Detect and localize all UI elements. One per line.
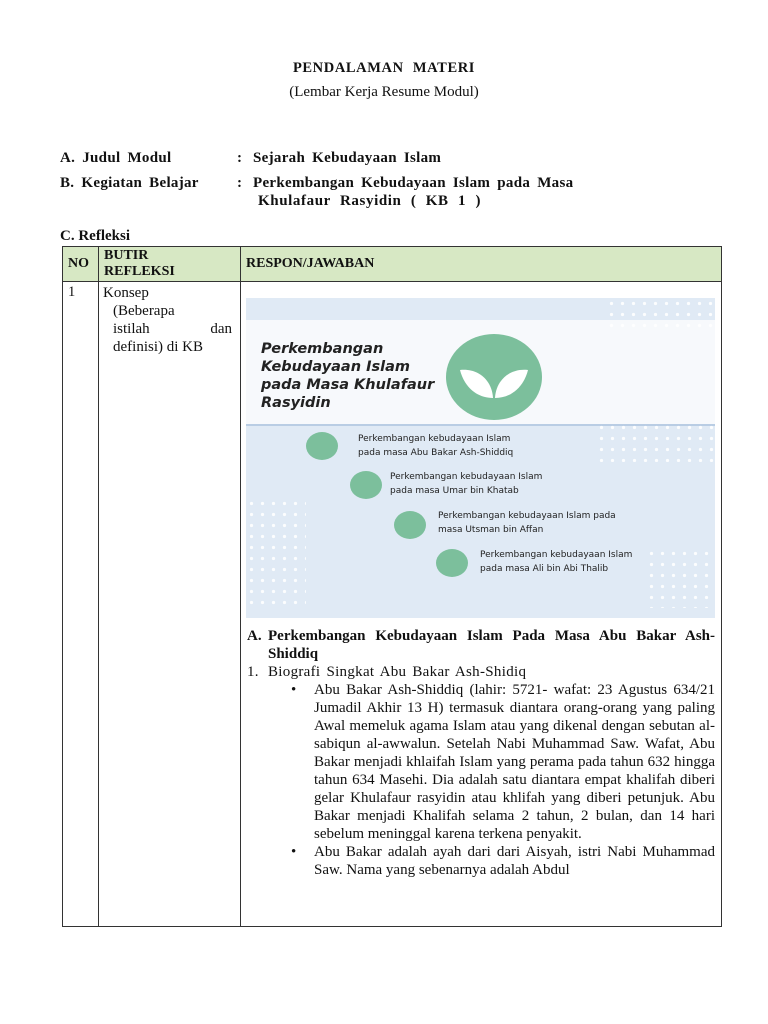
timeline-item-line: masa Utsman bin Affan: [438, 525, 544, 535]
timeline-dot-icon: [394, 511, 426, 539]
butir-line: (Beberapa: [113, 303, 175, 319]
section-a-heading: [247, 627, 715, 663]
list-item: [247, 843, 715, 879]
infographic-image: [246, 298, 715, 618]
header-butir-line1: BUTIR: [104, 248, 149, 263]
meta-kegiatan-label: B. Kegiatan Belajar: [60, 175, 199, 191]
leaf-icon: [446, 334, 542, 420]
header-butir-line2: REFLEKSI: [104, 264, 175, 279]
infographic-heading-line: Perkembangan: [261, 341, 384, 357]
subsection-text: Biografi Singkat Abu Bakar Ash-Shidiq: [268, 664, 527, 680]
butir-line: definisi) di KB: [113, 339, 203, 355]
timeline-item-text: [358, 432, 513, 460]
meta-judul-colon: :: [237, 150, 243, 166]
meta-kegiatan-value-line2: Khulafaur Rasyidin ( KB 1 ): [258, 193, 482, 209]
meta-kegiatan-value-line1: Perkembangan Kebudayaan Islam pada Masa: [253, 175, 574, 191]
dot-pattern: [646, 548, 715, 608]
butir-line: Konsep: [103, 285, 149, 301]
row-respon: [241, 282, 722, 927]
butir-line: istilah dan: [113, 321, 232, 337]
infographic-heading-line: pada Masa Khulafaur: [261, 377, 435, 393]
meta-kegiatan-colon: :: [237, 175, 243, 191]
meta-judul-label: A. Judul Modul: [60, 150, 172, 166]
section-a-text: Perkembangan Kebudayaan Islam Pada Masa Abu Bakar Ash-Shiddiq: [268, 628, 715, 662]
timeline-item-text: [438, 509, 616, 537]
header-respon: RESPON/JAWABAN: [241, 247, 722, 282]
timeline-item-line: pada masa Ali bin Abi Thalib: [480, 564, 609, 574]
meta-judul-value: Sejarah Kebudayaan Islam: [253, 150, 442, 166]
timeline-dot-icon: [306, 432, 338, 460]
dot-pattern: [596, 422, 715, 462]
infographic-heading-line: Kebudayaan Islam: [261, 359, 410, 375]
subsection-heading: [247, 663, 715, 681]
bullet-text: Abu Bakar adalah ayah dari dari Aisyah, istri Nabi Muhammad Saw. Nama yang sebenarnya adalah Abdul: [314, 844, 715, 878]
timeline-item-text: [480, 548, 632, 576]
timeline-dot-icon: [436, 549, 468, 577]
dot-pattern: [246, 498, 306, 608]
page-subtitle: (Lembar Kerja Resume Modul): [289, 84, 479, 100]
timeline-item-line: pada masa Umar bin Khatab: [390, 486, 519, 496]
refleksi-table: [62, 246, 722, 927]
table-header-row: [63, 247, 722, 282]
timeline-item-line: Perkembangan kebudayaan Islam: [358, 434, 511, 444]
timeline-item-text: [390, 470, 542, 498]
row-butir: [99, 282, 241, 927]
infographic-heading: [261, 340, 461, 412]
timeline-item-line: Perkembangan kebudayaan Islam: [480, 550, 633, 560]
list-item: [247, 681, 715, 843]
row-no: 1: [63, 282, 99, 927]
timeline-item-line: Perkembangan kebudayaan Islam pada: [438, 511, 616, 521]
timeline-item-line: pada masa Abu Bakar Ash-Shiddiq: [358, 448, 514, 458]
dot-pattern: [606, 298, 715, 328]
bullet-icon: •: [291, 682, 297, 698]
bullet-text: Abu Bakar Ash-Shiddiq (lahir: 5721- wafat: 23 Agustus 634/21 Jumadil Akhir 13 H) termasuk diantara orang-orang yang paling Awal memeluk agama Islam atau yang dikenal dengan sebutan al-sabiqun al-awwalun. Setelah Nabi Muhammad Saw. Wafat, Abu Bakar menjadi khlaifah Islam yang perama pada tahun 632 hingga tahun 634 Masehi. Dia adalah satu diantara empat khalifah diberi gelar Khulafaur rasyidin atau khlifah yang diberi petunjuk. Abu Bakar menjadi Khalifah selama 2 tahun, 2 bulan, dan 14 hari sebelum meninggal karena terkena penyakit.: [314, 682, 715, 842]
section-c-heading: C. Refleksi: [60, 228, 130, 244]
timeline-item-line: Perkembangan kebudayaan Islam: [390, 472, 543, 482]
timeline-dot-icon: [350, 471, 382, 499]
bullet-icon: •: [291, 844, 297, 860]
header-no: NO: [63, 247, 99, 282]
subsection-label: 1.: [247, 664, 259, 680]
response-body: [247, 627, 715, 879]
page-title: PENDALAMAN MATERI: [292, 60, 476, 76]
infographic-heading-line: Rasyidin: [261, 395, 331, 411]
table-row: [63, 282, 722, 927]
header-butir-refleksi: [99, 247, 241, 282]
section-a-label: A.: [247, 628, 262, 644]
